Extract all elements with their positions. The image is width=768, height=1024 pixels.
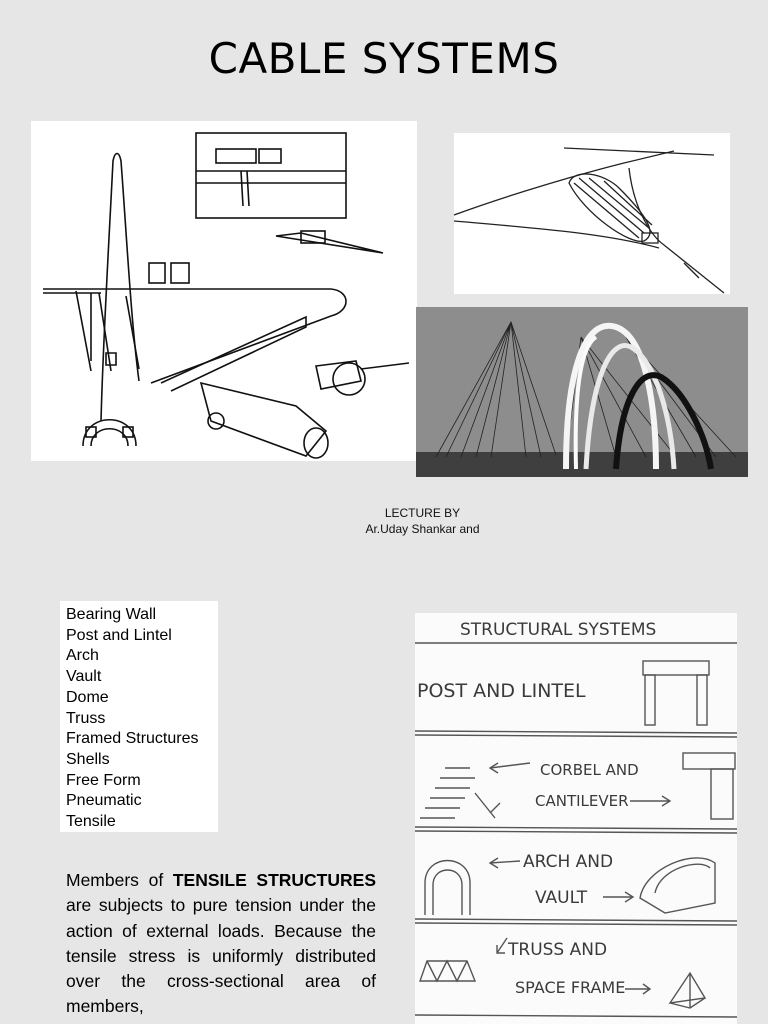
list-item: Vault	[66, 668, 102, 686]
sketch-vault: VAULT	[535, 888, 588, 908]
page-title: CABLE SYSTEMS	[208, 34, 560, 83]
list-item: Post and Lintel	[66, 626, 172, 644]
sketch-arch: ARCH AND	[523, 852, 614, 872]
lecture-label: LECTURE BY	[384, 506, 461, 520]
list-item: Tensile	[66, 813, 116, 831]
list-item: Pneumatic	[66, 792, 142, 810]
structural-systems-sketch	[415, 613, 737, 1024]
structural-systems-list	[60, 601, 218, 832]
list-item: Arch	[66, 647, 99, 665]
paragraph-rest: are subjects to pure tension under the action of external loads. Because the tensile stress is uniformly distributed over the cross-sectional area of members,	[66, 895, 376, 1017]
paragraph-lead: Members of	[66, 870, 173, 890]
list-item: Truss	[66, 709, 106, 727]
sketch-space-frame: SPACE FRAME	[515, 978, 626, 997]
list-item: Bearing Wall	[66, 606, 157, 623]
lecture-credit	[300, 505, 545, 537]
list-item: Shells	[66, 750, 110, 768]
sketch-heading: STRUCTURAL SYSTEMS	[460, 620, 657, 640]
lecture-author: Ar.Uday Shankar and	[365, 522, 480, 536]
list-item: Framed Structures	[66, 730, 199, 748]
paragraph-bold: TENSILE STRUCTURES	[172, 870, 376, 890]
sketch-truss: TRUSS AND	[508, 940, 608, 960]
cable-arch-model-photo	[416, 307, 748, 477]
sketch-corbel: CORBEL AND	[540, 761, 639, 779]
cable-sketch-drawing	[454, 133, 730, 294]
tensile-description	[66, 868, 376, 1020]
list-item: Dome	[66, 688, 109, 706]
sketch-post-lintel: POST AND LINTEL	[417, 680, 586, 702]
airplane-cable-drawing	[31, 121, 417, 461]
sketch-cantilever: CANTILEVER	[535, 792, 629, 810]
list-item: Free Form	[66, 771, 141, 789]
